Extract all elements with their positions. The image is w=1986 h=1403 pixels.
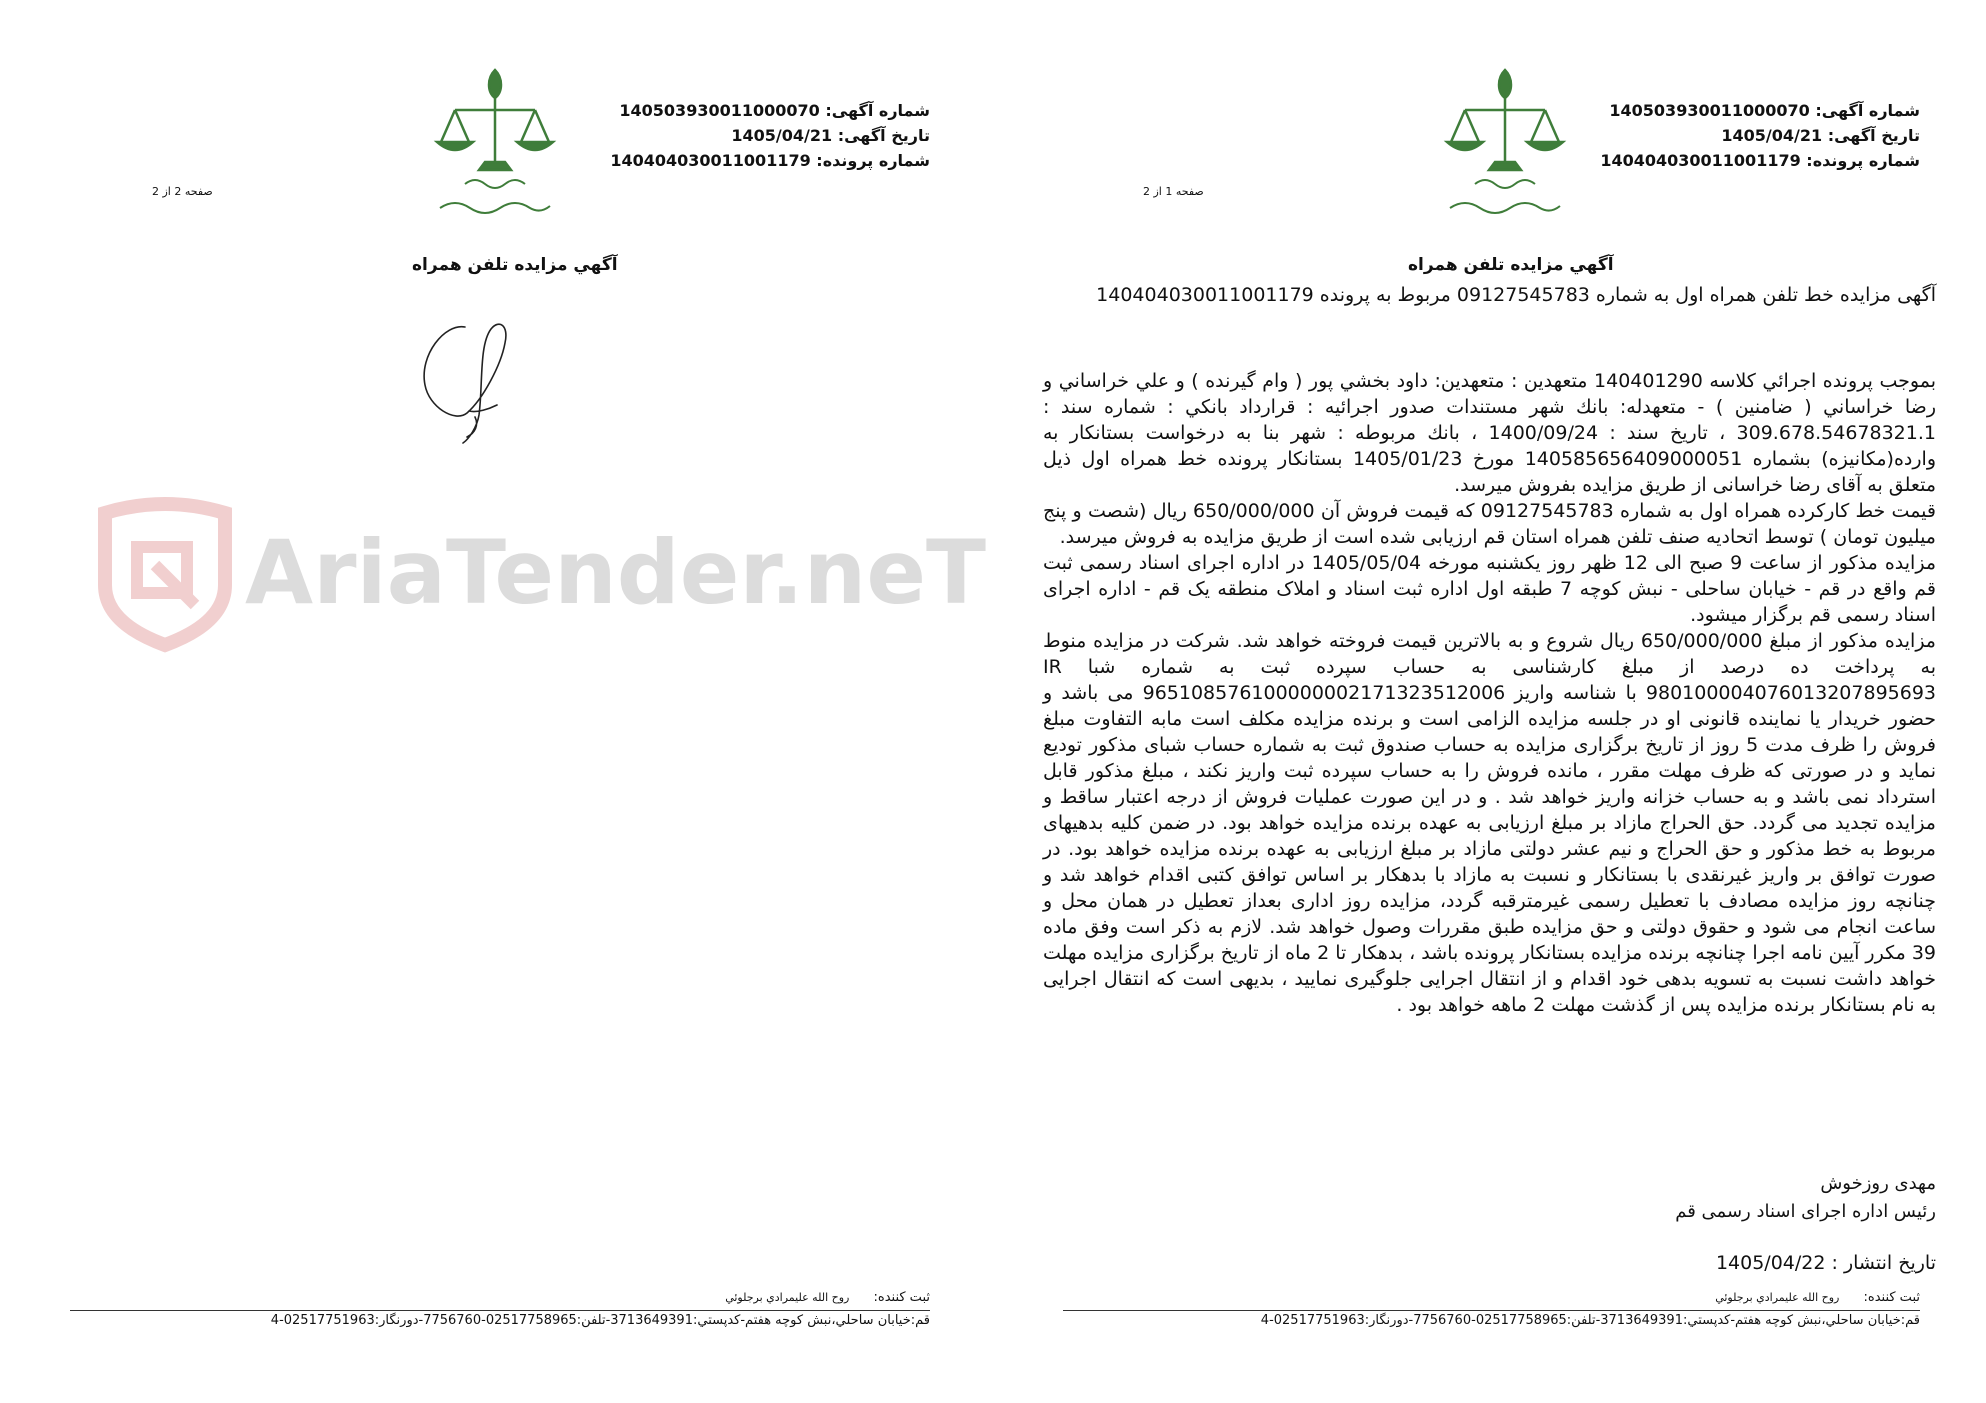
case-number: 140404030011001179 <box>610 151 811 170</box>
watermark-text: AriaTender.neT <box>245 521 987 624</box>
judiciary-scales-emblem-icon <box>425 62 565 222</box>
signer-name: مهدی روزخوش <box>1820 1173 1936 1194</box>
page-indicator: صفحه 2 از 2 <box>152 185 213 198</box>
publish-date-value: 1405/04/22 <box>1715 1252 1826 1274</box>
page-title: آگهي مزايده تلفن همراه <box>412 255 618 275</box>
judiciary-scales-emblem-icon <box>1435 62 1575 222</box>
case-number: 140404030011001179 <box>1600 151 1801 170</box>
registrar <box>565 1290 930 1305</box>
signer-block <box>1043 1170 1936 1226</box>
emblem-caption: قوه قضاییه - سازمان ثبت اسناد و املاک کشور <box>1435 62 1455 63</box>
notice-number-row <box>619 98 930 123</box>
notice-number-label: شماره آگهی: <box>1815 101 1920 120</box>
footer-address: قم:خيابان ساحلي،نبش كوچه هفتم-كدپستي:3713649391-تلفن:02517758965-7756760-دورنگار:02517751963-4 <box>270 1313 930 1328</box>
publish-date-label: تاریخ انتشار : <box>1831 1252 1936 1274</box>
page-indicator: صفحه 1 از 2 <box>1143 185 1204 198</box>
footer-divider <box>1063 1310 1920 1311</box>
case-number-label: شماره پرونده: <box>1806 151 1920 170</box>
notice-number: 140503930011000070 <box>619 101 820 120</box>
paragraph-price: قیمت خط کارکرده همراه اول به شماره 09127545783 که قیمت فروش آن 650/000/000 ریال (شصت و پنج میلیون تومان ) توسط اتحادیه صنف تلفن همراه استان قم ارزیابی شده است از طریق مزایده به فروش میرسد. <box>1043 500 1936 548</box>
notice-number-row <box>1609 98 1920 123</box>
registrar <box>1563 1290 1920 1305</box>
notice-date: 1405/04/21 <box>1721 126 1823 145</box>
notice-date-row <box>1643 123 1920 148</box>
publish-date <box>1043 1252 1936 1274</box>
emblem-caption: قوه قضاییه - سازمان ثبت اسناد و املاک کشور <box>425 62 445 63</box>
notice-headline: آگهی مزایده خط تلفن همراه اول به شماره 09127545783 مربوط به پرونده 140404030011001179 <box>1096 284 1936 306</box>
notice-date: 1405/04/21 <box>731 126 833 145</box>
notice-number-label: شماره آگهی: <box>825 101 930 120</box>
page-title: آگهي مزايده تلفن همراه <box>1408 255 1614 275</box>
registrar-label: ثبت كننده: <box>873 1290 930 1305</box>
paragraph-case-details: بموجب پرونده اجرائي كلاسه 140401290 متعهدين : متعهدين: داود بخشي پور ( وام گيرنده ) و علي خراساني و رضا خراساني ( ضامنين ) - متعهدله: بانك شهر مستندات صدور اجرائيه : قرارداد بانكي : شماره سند : 309.678.54678321.1 ، تاريخ سند : 1400/09/24 ، بانك مربوطه : شهر بنا به درخواست بستانكار به وارده(مكانيزه) بشماره 140585656409000051 مورخ 1405/01/23 بستانكار پرونده خط همراه اول ذیل متعلق به آقای رضا خراسانی از طریق مزایده بفروش میرسد. <box>1043 370 1936 496</box>
paragraph-schedule: مزایده مذکور از ساعت 9 صبح الی 12 ظهر روز یکشنبه مورخه 1405/05/04 در اداره اجرای اسناد رسمی ثبت قم واقع در قم - خیابان ساحلی - نبش کوچه 7 طبقه اول اداره ثبت اسناد و املاک منطقه یک قم - اداره اجرای اسناد رسمی قم برگزار میشود. <box>1043 552 1936 626</box>
notice-date-label: تاریخ آگهی: <box>1827 126 1920 145</box>
case-number-row <box>1600 148 1920 173</box>
case-number-label: شماره پرونده: <box>816 151 930 170</box>
footer-divider <box>70 1310 930 1311</box>
notice-body <box>1043 368 1936 1018</box>
registrar-label: ثبت كننده: <box>1863 1290 1920 1305</box>
ariatender-logo-icon <box>95 495 987 645</box>
registrar-name: روح الله عليمرادي برجلوئي <box>725 1291 850 1304</box>
signer-title: رئیس اداره اجرای اسناد رسمی قم <box>1675 1201 1936 1222</box>
paragraph-terms: مزایده مذکور از مبلغ 650/000/000 ریال شروع و به بالاترین قیمت فروخته خواهد شد. شرکت در مزایده منوط به پرداخت ده درصد از مبلغ کارشناسی به حساب سپرده ثبت به شماره شبا IR 980100004076013207895693 با شناسه واریز 965108576100000002171323512006 می باشد و حضور خریدار یا نماینده قانونی او در جلسه مزایده الزامی است و برنده مزایده مکلف است مابه التفاوت مبلغ فروش را ظرف مدت 5 روز از تاریخ برگزاری مزایده به حساب صندوق ثبت به شماره حساب شبای مذکور تودیع نماید و در صورتی که ظرف مهلت مقرر ، مانده فروش را به حساب سپرده ثبت واریز نکند ، مبلغ مذکور قابل استرداد نمی باشد و به حساب خزانه واریز خواهد شد . و در این صورت عملیات فروش از درجه اعتبار ساقط و مزایده تجدید می گردد. حق الحراج مازاد بر مبلغ ارزیابی به عهده برنده مزایده خواهد بود. در ضمن کلیه بدهیهای مربوط به خط مذکور و حق الحراج و نیم عشر دولتی مازاد بر مبلغ ارزیابی به عهده برنده مزایده خواهد بود. در صورت توافق بر واریز غیرنقدی با بستانکار و نسبت به مازاد با بدهکار بر اساس توافق کتبی اقدام خواهد شد و چنانچه روز مزایده مصادف با تعطیل رسمی غیرمترقبه گردد، مزایده روز اداری بعداز تعطیل در همان محل و ساعت انجام می شود و حقوق دولتی و حق مزایده طبق مقررات وصول خواهد شد. لازم به ذکر است وفق ماده 39 مکرر آیین نامه اجرا چنانچه برنده مزایده بستانکار پرونده باشد ، بدهکار تا 2 ماه از تاریخ برگزاری مزایده مهلت خواهد داشت نسبت به تسویه بدهی خود اقدام و از انتقال اجرایی جلوگیری نمایید ، بدیهی است که انتقال اجرایی به نام بستانکار برنده مزایده پس از گذشت مهلت 2 ماهه خواهد بود . <box>1043 630 1937 1016</box>
notice-date-label: تاریخ آگهی: <box>837 126 930 145</box>
case-number-row <box>610 148 930 173</box>
handwritten-signature-icon <box>405 315 525 450</box>
page-1 <box>993 0 1986 1403</box>
footer-address: قم:خيابان ساحلي،نبش كوچه هفتم-كدپستي:3713649391-تلفن:02517758965-7756760-دورنگار:02517751963-4 <box>1260 1313 1920 1328</box>
notice-meta <box>1600 98 1920 173</box>
notice-meta <box>610 98 930 173</box>
registrar-name: روح الله عليمرادي برجلوئي <box>1715 1291 1840 1304</box>
notice-number: 140503930011000070 <box>1609 101 1810 120</box>
notice-date-row <box>645 123 930 148</box>
